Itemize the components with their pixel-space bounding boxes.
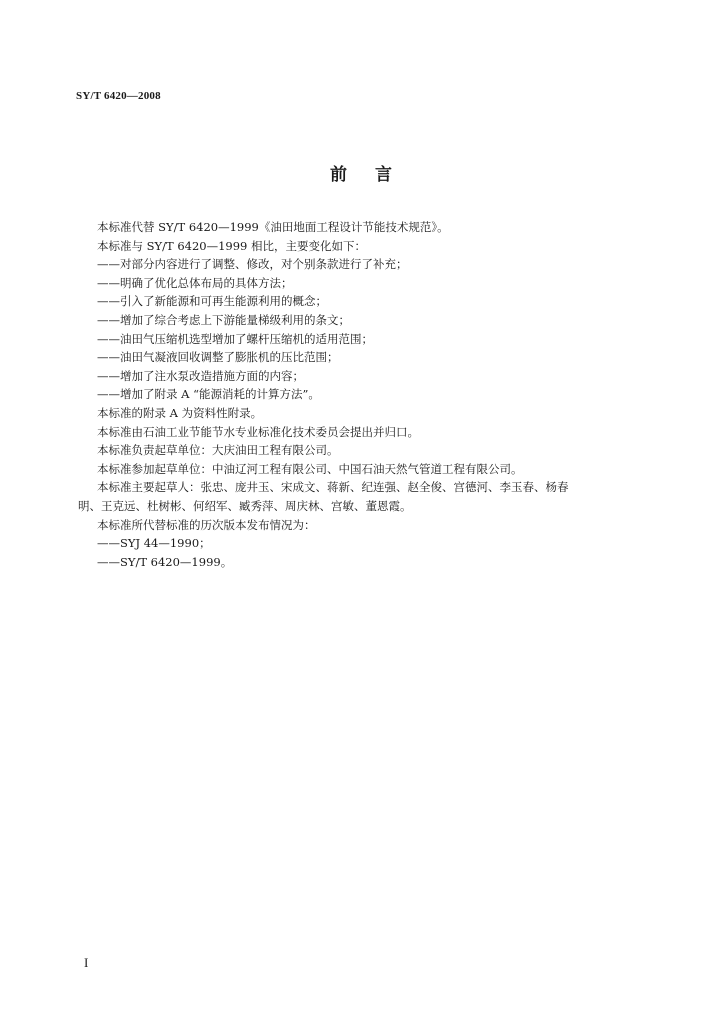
list-item-change: ——对部分内容进行了调整、修改，对个别条款进行了补充；	[97, 257, 408, 272]
list-item-change: ——增加了附录 A “能源消耗的计算方法”。	[97, 387, 320, 402]
paragraph-history-intro: 本标准所代替标准的历次版本发布情况为：	[97, 517, 316, 532]
standard-code: SY/T 6420—2008	[76, 90, 161, 102]
paragraph-appendix: 本标准的附录 A 为资料性附录。	[97, 405, 263, 420]
list-item-change: ——明确了优化总体布局的具体方法；	[97, 275, 293, 290]
paragraph-changes-intro: 本标准与 SY/T 6420—1999 相比，主要变化如下：	[97, 238, 367, 253]
list-item-change: ——引入了新能源和可再生能源利用的概念；	[97, 294, 327, 309]
page-number: I	[84, 955, 89, 970]
paragraph-proposer: 本标准由石油工业节能节水专业标准化技术委员会提出并归口。	[97, 424, 419, 439]
list-item-change: ——增加了注水泵改造措施方面的内容；	[97, 368, 304, 383]
list-item-change: ——油田气压缩机选型增加了螺杆压缩机的适用范围；	[97, 331, 373, 346]
list-item-change: ——增加了综合考虑上下游能量梯级利用的条文；	[97, 312, 350, 327]
paragraph-drafting-unit: 本标准负责起草单位：大庆油田工程有限公司。	[97, 443, 339, 458]
foreword-body	[78, 218, 638, 571]
page-title: 前言	[330, 165, 420, 185]
paragraph-participating-units: 本标准参加起草单位：中油辽河工程有限公司、中国石油天然气管道工程有限公司。	[97, 461, 523, 476]
list-item-change: ——油田气凝液回收调整了膨胀机的压比范围；	[97, 350, 339, 365]
paragraph-replaces: 本标准代替 SY/T 6420—1999《油田地面工程设计节能技术规范》。	[97, 220, 449, 234]
paragraph-drafters: 本标准主要起草人：张忠、庞井玉、宋成文、蒋新、纪连强、赵全俊、宫德河、李玉春、杨春	[97, 480, 569, 495]
list-item-history: ——SYJ 44—1990；	[97, 536, 211, 551]
paragraph-drafters-continued: 明、王克远、杜树彬、何绍军、臧秀萍、周庆林、宫敏、董恩霞。	[78, 498, 412, 513]
list-item-history: ——SY/T 6420—1999。	[97, 554, 233, 569]
